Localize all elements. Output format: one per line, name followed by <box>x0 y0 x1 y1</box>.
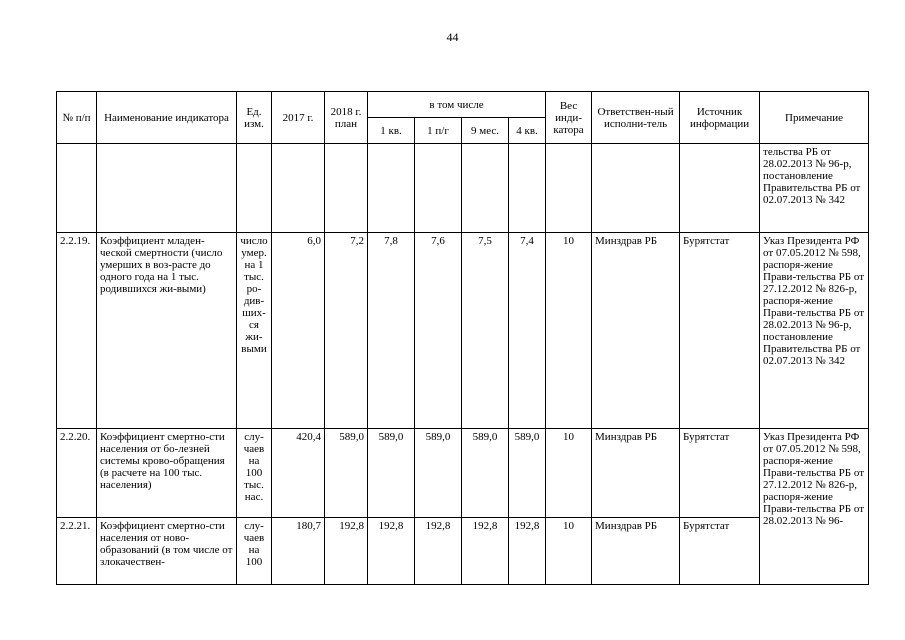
cell-q1: 589,0 <box>368 429 415 518</box>
page-number: 44 <box>446 30 459 44</box>
cell-name: Коэффициент смертно-сти населения от ново-образований (в том числе от злокачествен- <box>97 518 237 585</box>
cell-2018: 589,0 <box>325 429 368 518</box>
header-responsible: Ответствен-ный исполни-тель <box>592 92 680 144</box>
indicator-table <box>56 91 869 585</box>
cell-source: Бурятстат <box>680 518 760 585</box>
cell-2018: 192,8 <box>325 518 368 585</box>
table-row <box>57 233 869 429</box>
header-note: Примечание <box>760 92 869 144</box>
cell-responsible: Минздрав РБ <box>592 518 680 585</box>
cell-note: тельства РБ от 28.02.2013 № 96-р, постановление Правительства РБ от 02.07.2013 № 342 <box>760 144 869 233</box>
cell-2018: 7,2 <box>325 233 368 429</box>
cell-unit: слу-чаев на 100 тыс. нас. <box>237 429 272 518</box>
cell-q4: 192,8 <box>509 518 546 585</box>
header-in-that: в том числе <box>368 92 546 118</box>
cell-num: 2.2.20. <box>57 429 97 518</box>
cell-h1: 192,8 <box>415 518 462 585</box>
header-source: Источник информации <box>680 92 760 144</box>
header-9m: 9 мес. <box>462 118 509 144</box>
table-row <box>57 518 869 585</box>
cell-source: Бурятстат <box>680 429 760 518</box>
table-row <box>57 429 869 518</box>
header-num: № п/п <box>57 92 97 144</box>
header-h1: 1 п/г <box>415 118 462 144</box>
cell-2017: 180,7 <box>272 518 325 585</box>
header-2017: 2017 г. <box>272 92 325 144</box>
header-q1: 1 кв. <box>368 118 415 144</box>
cell-q1: 7,8 <box>368 233 415 429</box>
table-row-continuation <box>57 144 869 233</box>
cell-unit: слу-чаев на 100 <box>237 518 272 585</box>
cell-q4: 589,0 <box>509 429 546 518</box>
cell-weight: 10 <box>546 233 592 429</box>
header-q4: 4 кв. <box>509 118 546 144</box>
cell-unit: число умер. на 1 тыс. ро-див-ших-ся жи-выми <box>237 233 272 429</box>
header-weight: Вес инди-катора <box>546 92 592 144</box>
cell-q1: 192,8 <box>368 518 415 585</box>
cell-source: Бурятстат <box>680 233 760 429</box>
cell-weight: 10 <box>546 518 592 585</box>
header-unit: Ед. изм. <box>237 92 272 144</box>
cell-name: Коэффициент младен-ческой смертности (число умерших в воз-расте до одного года на 1 тыс. родившихся жи-выми) <box>97 233 237 429</box>
cell-num: 2.2.21. <box>57 518 97 585</box>
cell-h1: 589,0 <box>415 429 462 518</box>
cell-q4: 7,4 <box>509 233 546 429</box>
cell-9m: 192,8 <box>462 518 509 585</box>
cell-responsible: Минздрав РБ <box>592 233 680 429</box>
header-2018-plan: 2018 г. план <box>325 92 368 144</box>
cell-2017: 6,0 <box>272 233 325 429</box>
cell-note: Указ Президента РФ от 07.05.2012 № 598, распоря-жение Прави-тельства РБ от 27.12.2012 № 826-р, распоря-жение Прави-тельства РБ от 28.02.2013 № 96-р, постановление Правительства РБ от 02.07.2013 № 342 <box>760 233 869 429</box>
cell-name: Коэффициент смертно-сти населения от бо-лезней системы крово-обращения (в расчете на 100 тыс. населения) <box>97 429 237 518</box>
header-row-top <box>57 92 869 118</box>
cell-responsible: Минздрав РБ <box>592 429 680 518</box>
header-name: Наименование индикатора <box>97 92 237 144</box>
cell-2017: 420,4 <box>272 429 325 518</box>
cell-num: 2.2.19. <box>57 233 97 429</box>
cell-9m: 589,0 <box>462 429 509 518</box>
cell-9m: 7,5 <box>462 233 509 429</box>
cell-h1: 7,6 <box>415 233 462 429</box>
cell-note: Указ Президента РФ от 07.05.2012 № 598, распоря-жение Прави-тельства РБ от 27.12.2012 № 826-р, распоря-жение Прави-тельства РБ от 28.02.2013 № 96- <box>760 429 869 585</box>
cell-weight: 10 <box>546 429 592 518</box>
